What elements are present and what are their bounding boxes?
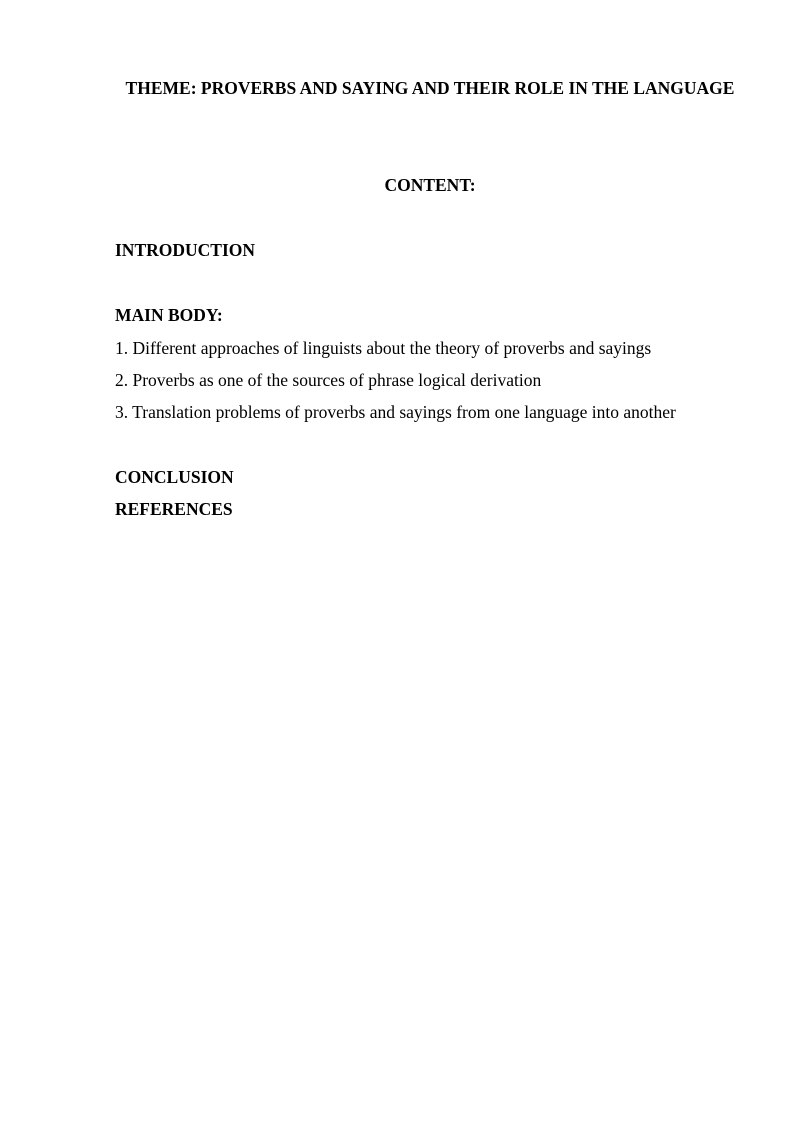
introduction-heading: INTRODUCTION — [115, 240, 256, 260]
main-body-item-1: 1. Different approaches of linguists about the theory of proverbs and sayings — [115, 338, 652, 358]
main-body-item-2: 2. Proverbs as one of the sources of phrase logical derivation — [115, 370, 542, 390]
conclusion-heading: CONCLUSION — [115, 467, 234, 487]
main-body-heading: MAIN BODY: — [115, 305, 223, 325]
content-heading: CONTENT: — [384, 175, 476, 195]
document-title: THEME: PROVERBS AND SAYING AND THEIR ROLE IN THE LANGUAGE — [125, 78, 735, 98]
references-heading: REFERENCES — [115, 499, 233, 519]
main-body-item-3: 3. Translation problems of proverbs and sayings from one language into another — [115, 402, 676, 422]
